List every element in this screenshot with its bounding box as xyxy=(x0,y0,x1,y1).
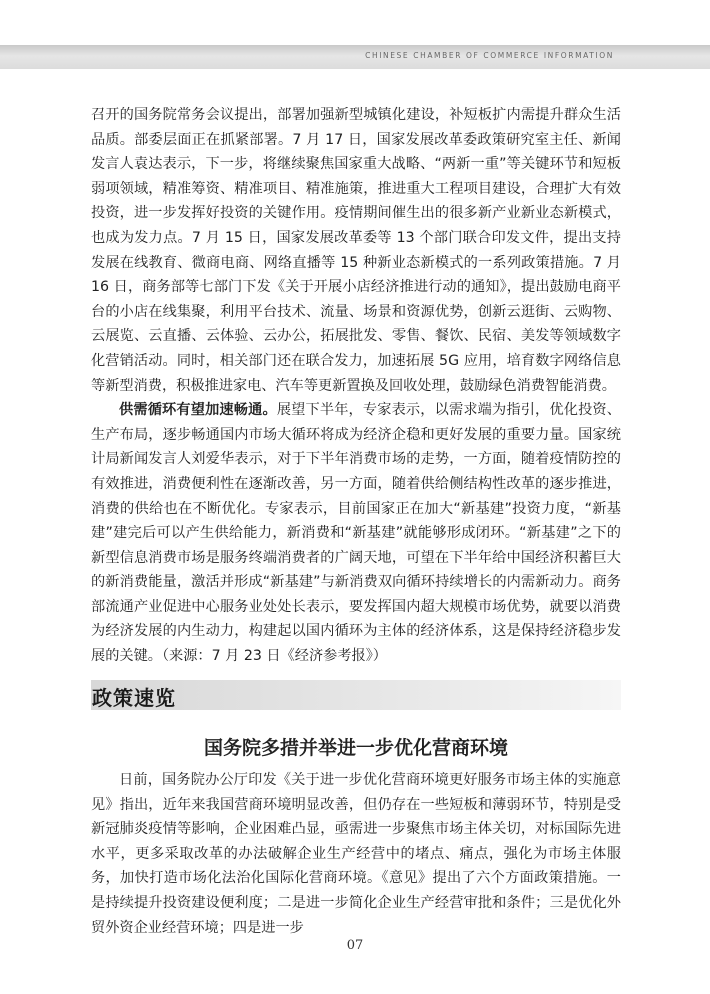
page-number: 07 xyxy=(346,938,364,953)
article-paragraph xyxy=(91,398,621,669)
article-paragraph: 召开的国务院常务会议提出，部署加强新型城镇化建设，补短板扩内需提升群众生活品质。部委层面正在抓紧部署。7 月 17 日，国家发展改革委政策研究室主任、新闻发言人袁达表示，下一步，将继续聚焦国家重大战略、“两新一重”等关键环节和短板弱项领域，精准筹资、精准项目、精准施策，推进重大工程项目建设，合理扩大有效投资，进一步发挥好投资的关键作用。疫情期间催生出的很多新产业新业态新模式，也成为发力点。7 月 15 日，国家发展改革委等 13 个部门联合印发文件，提出支持发展在线教育、微商电商、网络直播等 15 种新业态新模式的一系列政策措施。7 月 16 日，商务部等七部门下发《关于开展小店经济推进行动的通知》，提出鼓励电商平台的小店在线集聚，利用平台技术、流量、场景和资源优势，创新云逛街、云购物、云展览、云直播、云体验、云办公，拓展批发、零售、餐饮、民宿、美发等领域数字化营销活动。同时，相关部门还在联合发力，加速拓展 5G 应用，培育数字网络信息等新型消费，积极推进家电、汽车等更新置换及回收处理，鼓励绿色消费智能消费。 xyxy=(91,107,621,394)
paragraph-body: 展望下半年，专家表示，以需求端为指引，优化投资、生产布局，逐步畅通国内市场大循环将成为经济企稳和更好发展的重要力量。国家统计局新闻发言人刘爱华表示，对于下半年消费市场的走势，一方面，随着疫情防控的有效推进，消费便利性在逐渐改善，另一方面，随着供给侧结构性改革的逐步推进，消费的供给也在不断优化。专家表示，目前国家正在加大“新基建”投资力度，“新基建”建完后可以产生供给能力，新消费和“新基建”就能够形成闭环。“新基建”之下的新型信息消费市场是服务终端消费者的广阔天地，可望在下半年给中国经济积蓄巨大的新消费能量，激活并形成“新基建”与新消费双向循环持续增长的内需新动力。商务部流通产业促进中心服务业处处长表示，要发挥国内超大规模市场优势，就要以消费为经济发展的内生动力，构建起以国内循环为主体的经济体系，这是保持经济稳步发展的关键。（来源：7 月 23 日《经济参考报》） xyxy=(91,402,621,665)
article-title: 国务院多措并举进一步优化营商环境 xyxy=(203,737,508,759)
running-header: CHINESE CHAMBER OF COMMERCE INFORMATION xyxy=(365,51,614,60)
article-paragraph: 日前，国务院办公厅印发《关于进一步优化营商环境更好服务市场主体的实施意见》指出，近年来我国营商环境明显改善，但仍存在一些短板和薄弱环节，特别是受新冠肺炎疫情等影响，企业困难凸显，亟需进一步聚焦市场主体关切，对标国际先进水平，更多采取改革的办法破解企业生产经营中的堵点、痛点，强化为市场主体服务，加快打造市场化法治化国际化营商环境。《意见》提出了六个方面政策措施。一是持续提升投资建设便利度；二是进一步简化企业生产经营审批和条件；三是优化外贸外资企业经营环境；四是进一步 xyxy=(91,772,621,936)
paragraph-lead: 供需循环有望加速畅通。 xyxy=(119,402,277,419)
section-title: 政策速览 xyxy=(92,686,176,710)
article-body xyxy=(91,103,621,669)
article-body xyxy=(91,768,621,940)
